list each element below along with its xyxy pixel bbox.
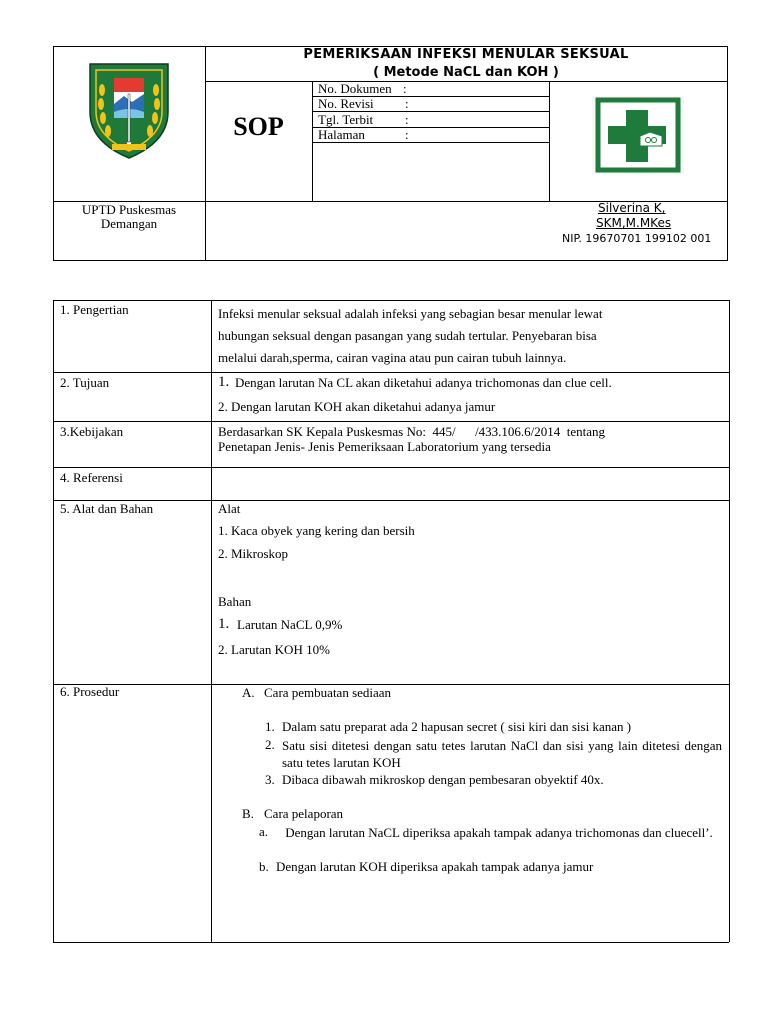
sop-label: SOP (233, 112, 284, 141)
kebijakan-line-1: Berdasarkan SK Kepala Puskesmas No: 445/ /433.106.6/2014 tentang (218, 424, 606, 439)
tujuan-item-2: 2. Dengan larutan KOH akan diketahui adanya jamur (218, 399, 496, 414)
kebijakan-line-2: Penetapan Jenis- Jenis Pemeriksaan Laboratorium yang tersedia (218, 439, 551, 454)
meta-label-no-revisi: No. Revisi (318, 96, 374, 111)
pengertian-line-2: hubungan seksual dengan pasangan yang sudah tertular. Penyebaran bisa (218, 328, 597, 343)
bahan-item-1-number: 1. (218, 616, 230, 632)
unit-name-line1: UPTD Puskesmas (81, 202, 177, 217)
document-subtitle: ( Metode NaCL dan KOH ) (373, 65, 559, 80)
label-prosedur: 6. Prosedur (60, 684, 120, 699)
meta-label-halaman: Halaman (318, 127, 365, 142)
prosedur-b-item-b-number: b. (259, 859, 269, 874)
alat-item-2: 2. Mikroskop (218, 546, 289, 561)
prosedur-b-title: Cara pelaporan (264, 806, 344, 821)
prosedur-b-number: B. (242, 806, 254, 821)
meta-value-halaman: : (405, 127, 409, 142)
bahan-title: Bahan (218, 594, 252, 609)
prosedur-b-item-a: Dengan larutan NaCL diperiksa apakah tampak adanya trichomonas dan cluecell’. (285, 825, 713, 840)
signatory-title: SKM,M.MKes (596, 216, 672, 230)
prosedur-a-item-3-number: 3. (265, 772, 275, 787)
puskesmas-logo (590, 94, 686, 176)
label-pengertian: 1. Pengertian (60, 302, 129, 317)
signatory-nip: NIP. 19670701 199102 001 (562, 232, 712, 245)
prosedur-b-item-a-number: a. (259, 824, 269, 839)
meta-value-no-revisi: : (405, 96, 409, 111)
meta-value-tgl-terbit: : (405, 112, 409, 127)
tujuan-item-1: Dengan larutan Na CL akan diketahui adanya trichomonas dan clue cell. (235, 375, 612, 390)
alat-item-1: 1. Kaca obyek yang kering dan bersih (218, 523, 415, 538)
bahan-item-2: 2. Larutan KOH 10% (218, 642, 330, 657)
prosedur-a-item-3: Dibaca dibawah mikroskop dengan pembesaran obyektif 40x. (282, 772, 604, 787)
prosedur-a-item-2-number: 2. (265, 737, 275, 752)
pengertian-line-1: Infeksi menular seksual adalah infeksi yang sebagian besar menular lewat (218, 306, 603, 321)
meta-value-no-dokumen: : (403, 81, 407, 96)
regional-emblem-logo (84, 60, 174, 160)
meta-label-no-dokumen: No. Dokumen (318, 81, 392, 96)
tujuan-item-1-number: 1. (218, 374, 230, 390)
label-referensi: 4. Referensi (60, 470, 123, 485)
alat-title: Alat (218, 501, 241, 516)
label-kebijakan: 3.Kebijakan (60, 424, 124, 439)
prosedur-a-title: Cara pembuatan sediaan (264, 685, 392, 700)
label-tujuan: 2. Tujuan (60, 375, 110, 390)
prosedur-a-item-1: Dalam satu preparat ada 2 hapusan secret ( sisi kiri dan sisi kanan ) (282, 719, 632, 734)
prosedur-b-item-b: Dengan larutan KOH diperiksa apakah tampak adanya jamur (276, 859, 594, 874)
prosedur-a-number: A. (242, 685, 255, 700)
document-title: PEMERIKSAAN INFEKSI MENULAR SEKSUAL (303, 47, 629, 62)
pengertian-line-3: melalui darah,sperma, cairan vagina atau pun cairan tubuh lainnya. (218, 350, 567, 365)
prosedur-a-item-1-number: 1. (265, 719, 275, 734)
signatory-name: Silverina K, (598, 201, 666, 215)
prosedur-a-item-2: Satu sisi ditetesi dengan satu tetes larutan NaCl dan sisi yang lain ditetesi dengan satu tetes larutan KOH (282, 738, 722, 770)
bahan-item-1: Larutan NaCL 0,9% (237, 617, 343, 632)
meta-label-tgl-terbit: Tgl. Terbit (318, 112, 374, 127)
unit-name-line2: Demangan (100, 216, 158, 231)
label-alat-dan-bahan: 5. Alat dan Bahan (60, 501, 154, 516)
